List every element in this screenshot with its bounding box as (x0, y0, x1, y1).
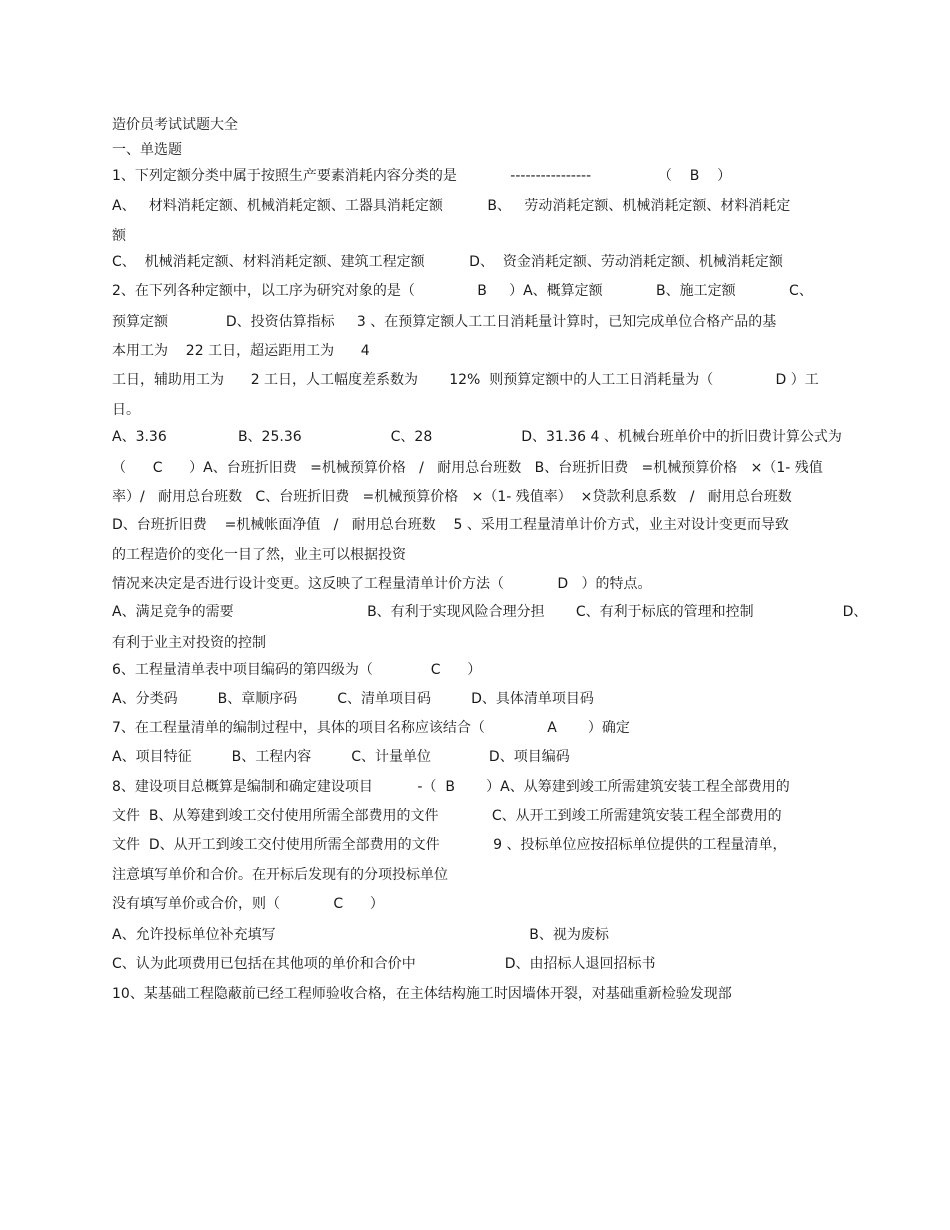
text-line-27: A、允许投标单位补充填写 B、视为废标 (112, 927, 609, 943)
text-line-19: A、分类码 B、章顺序码 C、清单项目码 D、具体清单项目码 (112, 691, 594, 707)
text-line-15: 情况来决定是否进行设计变更。这反映了工程量清单计价方法（ D ）的特点。 (112, 576, 652, 592)
text-line-22: 8、建设项目总概算是编制和确定建设项目 -（ B ）A、从筹建到竣工所需建筑安装工程全部费用的 (112, 779, 790, 795)
text-line-12: 率）/ 耐用总台班数 C、台班折旧费 =机械预算价格 ×（1- 残值率） ×贷款利息系数 / 耐用总台班数 (112, 489, 792, 505)
text-line-6: 预算定额 D、投资估算指标 3 、在预算定额人工工日消耗量计算时，已知完成单位合格产品的基 (112, 314, 777, 330)
text-line-4: C、 机械消耗定额、材料消耗定额、建筑工程定额 D、 资金消耗定额、劳动消耗定额、机械消耗定额 (112, 254, 783, 270)
text-line-5: 2、在下列各种定额中，以工序为研究对象的是（ B ）A、概算定额 B、施工定额 C、 (112, 283, 813, 299)
text-line-11: （ C ）A、台班折旧费 =机械预算价格 / 耐用总台班数 B、台班折旧费 =机械预算价格 ×（1- 残值 (112, 460, 823, 476)
text-line-2: A、 材料消耗定额、机械消耗定额、工器具消耗定额 B、 劳动消耗定额、机械消耗定额、材料消耗定 (112, 198, 791, 214)
text-line-24: 文件 D、从开工到竣工交付使用所需全部费用的文件 9 、投标单位应按招标单位提供的工程量清单， (112, 837, 787, 853)
text-line-29: 10、某基础工程隐蔽前已经工程师验收合格，在主体结构施工时因墙体开裂，对基础重新检验发现部 (112, 986, 732, 1002)
text-line-20: 7、在工程量清单的编制过程中，具体的项目名称应该结合（ A ）确定 (112, 720, 630, 736)
text-line-8: 工日，辅助用工为 2 工日，人工幅度差系数为 12% 则预算定额中的人工工日消耗量为（ D ）工 (112, 372, 819, 388)
text-line-1: 1、下列定额分类中属于按照生产要素消耗内容分类的是 ---------------- （ B ） (112, 168, 732, 184)
text-line-28: C、认为此项费用已包括在其他项的单价和合价中 D、由招标人退回招标书 (112, 956, 656, 972)
text-line-10: A、3.36 B、25.36 C、28 D、31.36 4 、机械台班单价中的折旧费计算公式为 (112, 429, 842, 445)
text-line-25: 注意填写单价和合价。在开标后发现有的分项投标单位 (112, 867, 448, 883)
text-line-3: 额 (112, 228, 126, 244)
text-line-21: A、项目特征 B、工程内容 C、计量单位 D、项目编码 (112, 749, 570, 765)
text-line-18: 6、工程量清单表中项目编码的第四级为（ C ） (112, 662, 482, 678)
text-line-26: 没有填写单价或合价，则（ C ） (112, 896, 384, 912)
text-line-7: 本用工为 22 工日，超运距用工为 4 (112, 343, 370, 359)
text-line-16: A、满足竞争的需要 B、有利于实现风险合理分担 C、有利于标底的管理和控制 D、 (112, 604, 868, 620)
document-title: 造价员考试试题大全 (112, 117, 238, 133)
text-line-17: 有利于业主对投资的控制 (112, 635, 266, 651)
text-line-14: 的工程造价的变化一目了然，业主可以根据投资 (112, 547, 406, 563)
text-line-23: 文件 B、从筹建到竣工交付使用所需全部费用的文件 C、从开工到竣工所需建筑安装工程全部费用的 (112, 808, 782, 824)
text-line-9: 日。 (112, 402, 140, 418)
section-heading: 一、单选题 (112, 142, 182, 158)
text-line-13: D、台班折旧费 =机械帐面净值 / 耐用总台班数 5 、采用工程量清单计价方式，业主对设计变更而导致 (112, 517, 789, 533)
